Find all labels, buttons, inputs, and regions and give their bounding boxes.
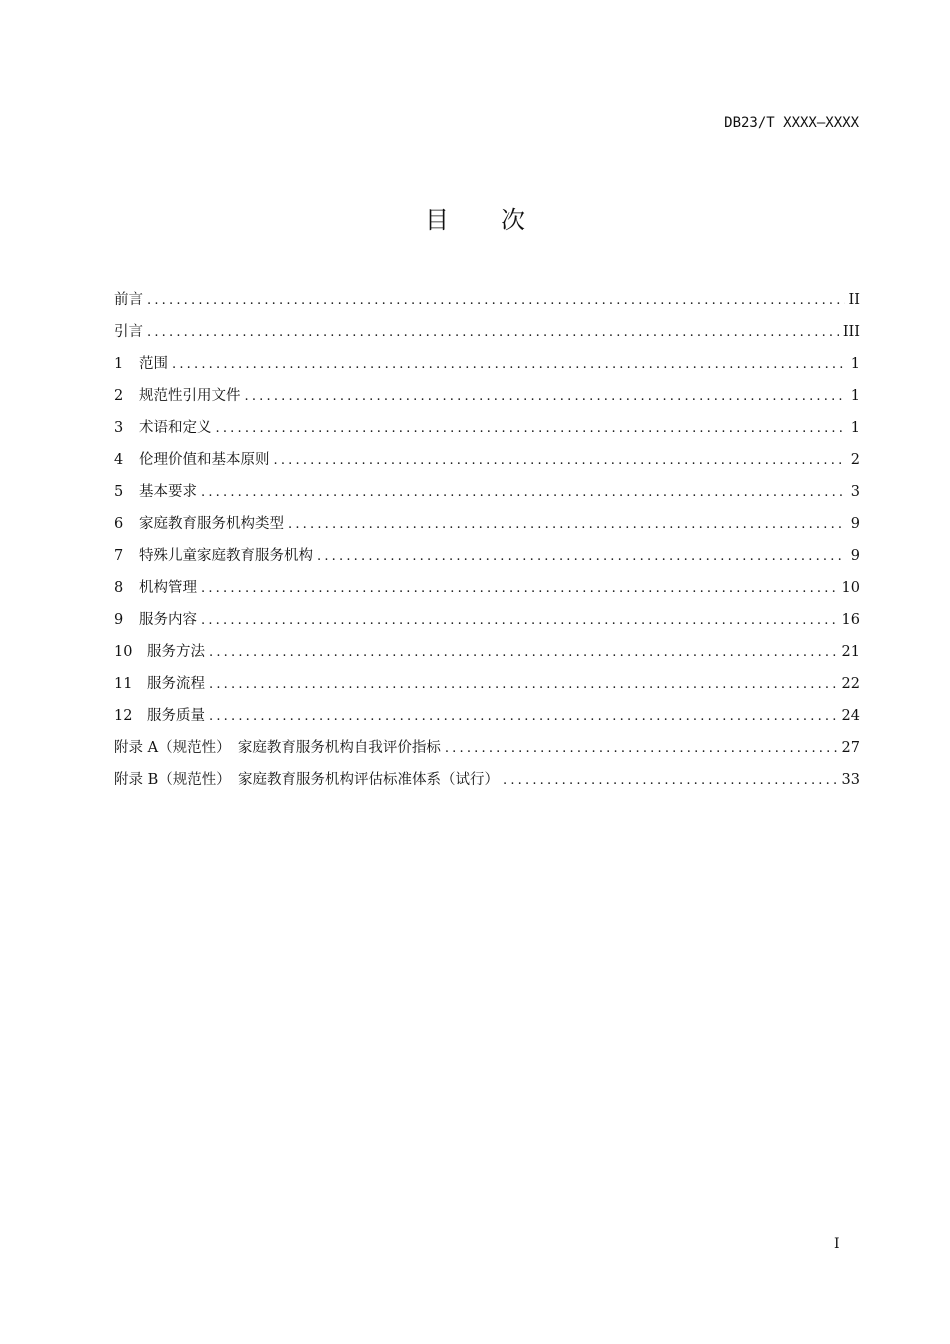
dot-leader xyxy=(288,517,846,532)
dot-leader xyxy=(317,549,846,564)
toc-entry-label: 范围 xyxy=(139,356,168,372)
toc-entry-page: 33 xyxy=(841,772,860,788)
toc-entry-page: 10 xyxy=(841,580,860,596)
document-code: DB23/T XXXX—XXXX xyxy=(724,115,859,131)
dot-leader xyxy=(201,485,846,500)
dot-leader xyxy=(209,677,838,692)
toc-entry-page: 3 xyxy=(850,484,860,500)
toc-entry-label: 术语和定义 xyxy=(139,420,212,436)
toc-entry-label: 家庭教育服务机构类型 xyxy=(139,516,284,532)
toc-entry-label: 伦理价值和基本原则 xyxy=(139,452,270,468)
toc-entry-label: 机构管理 xyxy=(139,580,197,596)
dot-leader xyxy=(445,741,838,756)
toc-entry[interactable] xyxy=(114,320,860,352)
toc-entry-number: 11 xyxy=(114,676,133,692)
toc-entry-page: II xyxy=(848,292,860,308)
page-title: 目次 xyxy=(425,206,577,234)
toc-entry-label: 服务内容 xyxy=(139,612,197,628)
dot-leader xyxy=(209,709,838,724)
toc-entry-label: 基本要求 xyxy=(139,484,197,500)
toc-entry[interactable] xyxy=(114,448,860,480)
toc-entry-number: 4 xyxy=(114,452,124,468)
toc-entry-number: 6 xyxy=(114,516,124,532)
dot-leader xyxy=(216,421,847,436)
toc-entry-label: 前言 xyxy=(114,292,143,308)
toc-entry[interactable] xyxy=(114,608,860,640)
toc-entry-number: 3 xyxy=(114,420,124,436)
toc-entry-label: 规范性引用文件 xyxy=(139,388,241,404)
toc-entry-page: 21 xyxy=(841,644,860,660)
toc-entry[interactable] xyxy=(114,352,860,384)
toc-entry-number: 5 xyxy=(114,484,124,500)
toc-entry-number: 10 xyxy=(114,644,133,660)
toc-entry-number: 8 xyxy=(114,580,124,596)
page-number: I xyxy=(834,1236,840,1252)
toc-entry-label: 服务流程 xyxy=(147,676,205,692)
toc-entry[interactable] xyxy=(114,672,860,704)
dot-leader xyxy=(274,453,847,468)
toc-entry-label: 特殊儿童家庭教育服务机构 xyxy=(139,548,313,564)
toc-entry-page: 16 xyxy=(841,612,860,628)
toc-entry-page: 2 xyxy=(850,452,860,468)
toc-entry-page: 9 xyxy=(850,548,860,564)
toc-entry-label: 附录 A（规范性） 家庭教育服务机构自我评价指标 xyxy=(114,740,441,756)
toc-entry[interactable] xyxy=(114,512,860,544)
dot-leader xyxy=(503,773,838,788)
toc-entry[interactable] xyxy=(114,768,860,800)
toc-entry[interactable] xyxy=(114,704,860,736)
toc-entry-page: 1 xyxy=(850,388,860,404)
toc-entry-page: 22 xyxy=(841,676,860,692)
toc-entry-label: 服务质量 xyxy=(147,708,205,724)
toc-entry-page: 1 xyxy=(850,356,860,372)
toc-entry[interactable] xyxy=(114,544,860,576)
toc-entry[interactable] xyxy=(114,384,860,416)
toc-entry-number: 2 xyxy=(114,388,124,404)
toc-entry-page: 27 xyxy=(841,740,860,756)
toc-entry[interactable] xyxy=(114,480,860,512)
toc-entry-page: 9 xyxy=(850,516,860,532)
toc-entry-label: 服务方法 xyxy=(147,644,205,660)
dot-leader xyxy=(201,581,838,596)
dot-leader xyxy=(172,357,846,372)
toc-entry[interactable] xyxy=(114,576,860,608)
toc-entry-label: 附录 B（规范性） 家庭教育服务机构评估标准体系（试行） xyxy=(114,772,500,788)
dot-leader xyxy=(147,293,845,308)
toc-entry[interactable] xyxy=(114,640,860,672)
toc-entry-page: III xyxy=(842,324,860,340)
toc-entry-page: 1 xyxy=(850,420,860,436)
toc-entry[interactable] xyxy=(114,288,860,320)
toc-entry[interactable] xyxy=(114,736,860,768)
dot-leader xyxy=(201,613,838,628)
toc-entry-label: 引言 xyxy=(114,324,143,340)
dot-leader xyxy=(147,325,839,340)
toc-entry-number: 1 xyxy=(114,356,124,372)
toc-entry-number: 12 xyxy=(114,708,133,724)
toc-entry-page: 24 xyxy=(841,708,860,724)
dot-leader xyxy=(245,389,847,404)
table-of-contents xyxy=(114,288,860,800)
dot-leader xyxy=(209,645,838,660)
toc-entry[interactable] xyxy=(114,416,860,448)
toc-entry-number: 7 xyxy=(114,548,124,564)
toc-entry-number: 9 xyxy=(114,612,124,628)
